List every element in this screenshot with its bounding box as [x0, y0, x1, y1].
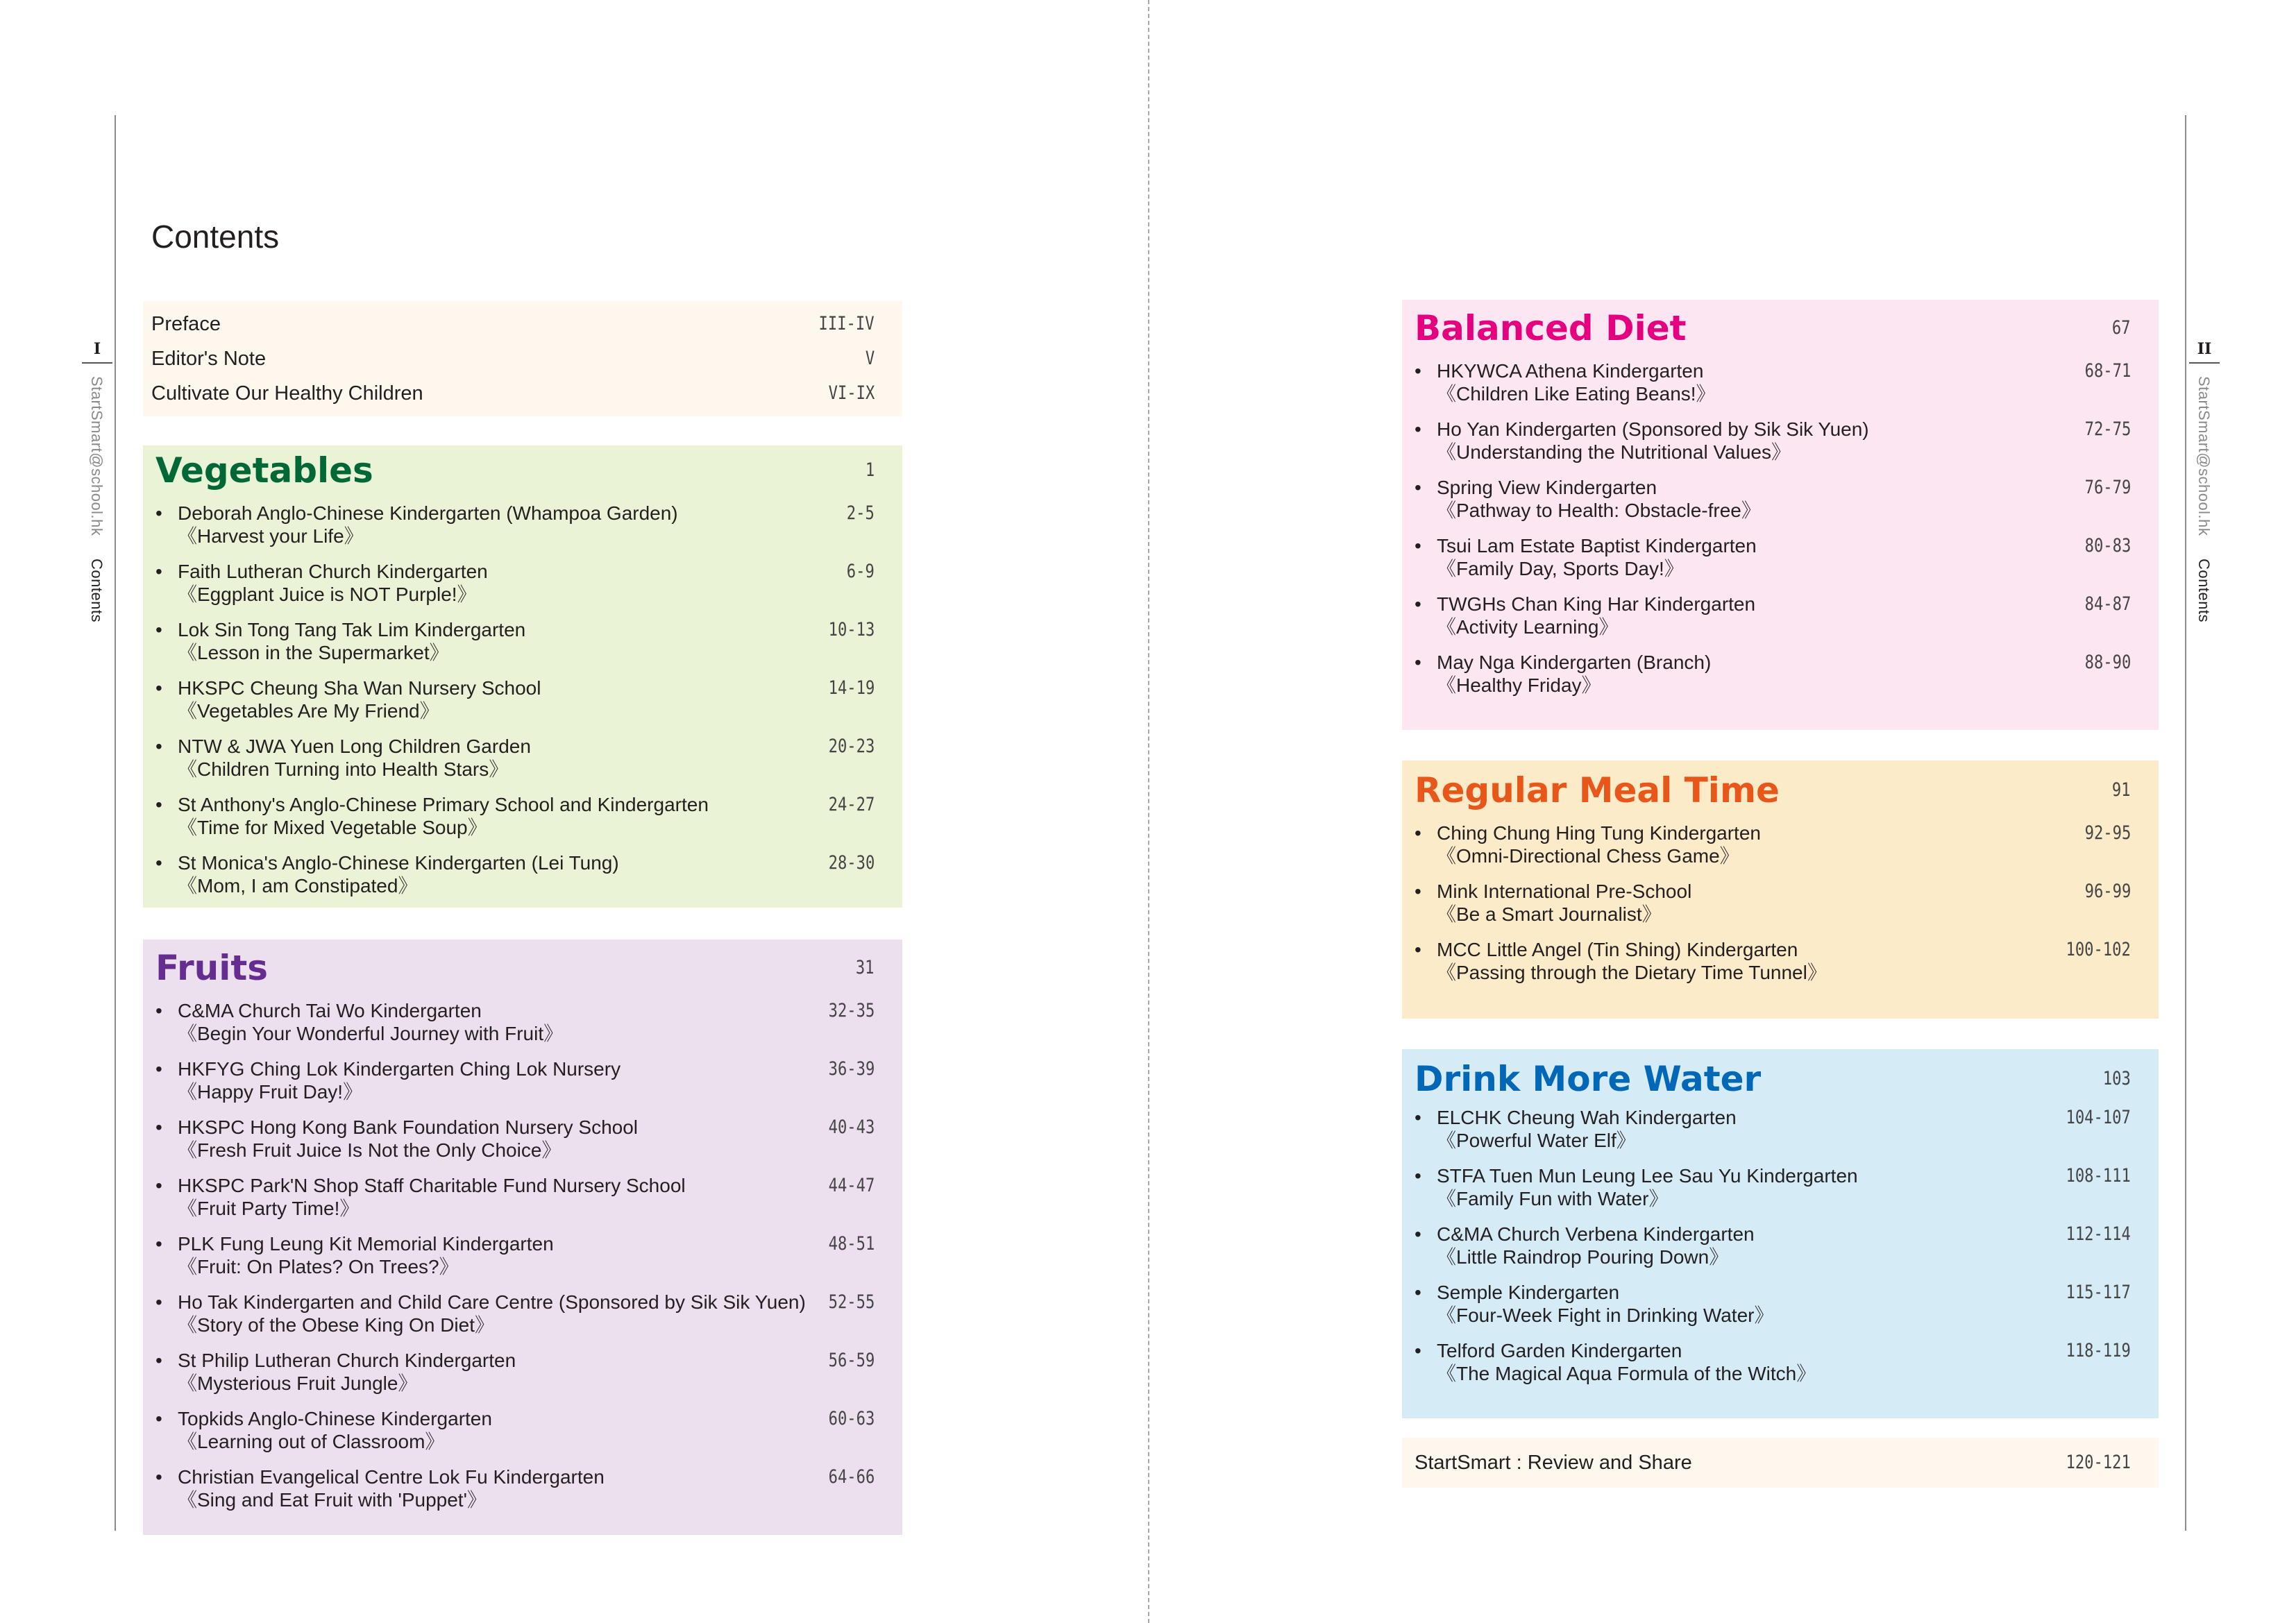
school-name: • PLK Fung Leung Kit Memorial Kindergarten [155, 1233, 554, 1255]
story-title: 《Passing through the Dietary Time Tunnel》 [1437, 962, 1827, 983]
toc-entry[interactable] [146, 1232, 902, 1291]
entry-page: 84-87 [2084, 593, 2131, 615]
section-header[interactable] [146, 944, 902, 992]
section-title-vegetables: Vegetables [155, 450, 373, 491]
entry-page: 104-107 [2066, 1107, 2131, 1128]
story-title: 《Fruit: On Plates? On Trees?》 [178, 1256, 459, 1277]
school-name: • Deborah Anglo-Chinese Kindergarten (Whampoa Garden) [155, 502, 678, 524]
story-title: 《Family Day, Sports Day!》 [1437, 558, 1684, 579]
toc-label: Cultivate Our Healthy Children [151, 382, 423, 405]
toc-page: V [865, 348, 875, 369]
entry-page: 40-43 [828, 1116, 875, 1138]
toc-entry[interactable] [146, 851, 902, 910]
school-name: • Christian Evangelical Centre Lok Fu Kindergarten [155, 1466, 605, 1488]
running-site-right: StartSmart@school.hk [2195, 376, 2213, 536]
toc-entry[interactable] [1405, 1281, 2159, 1339]
school-name: • NTW & JWA Yuen Long Children Garden [155, 736, 531, 757]
story-title: 《Learning out of Classroom》 [178, 1431, 445, 1452]
story-title: 《Children Like Eating Beans!》 [1437, 383, 1716, 405]
running-section-right: Contents [2195, 559, 2213, 623]
toc-entry[interactable] [146, 735, 902, 793]
section-balanced-diet [1402, 300, 2159, 730]
running-head-right [2195, 376, 2213, 622]
toc-entry[interactable] [1405, 1223, 2159, 1281]
toc-row-preface[interactable] [151, 307, 902, 341]
school-name: • Ho Tak Kindergarten and Child Care Centre (Sponsored by Sik Sik Yuen) [155, 1291, 806, 1313]
entry-page: 76-79 [2084, 477, 2131, 498]
section-fruits [143, 940, 902, 1535]
section-title-balanced-diet: Balanced Diet [1415, 308, 1687, 348]
story-title: 《Begin Your Wonderful Journey with Fruit》 [178, 1023, 564, 1044]
story-title: 《Powerful Water Elf》 [1437, 1130, 1636, 1151]
section-header[interactable] [146, 446, 902, 495]
section-header[interactable] [1405, 766, 2159, 815]
section-page: 103 [2102, 1068, 2131, 1089]
toc-entry[interactable] [146, 502, 902, 560]
section-page: 31 [856, 957, 875, 978]
toc-entry[interactable] [146, 1057, 902, 1116]
toc-label: StartSmart : Review and Share [1415, 1452, 1692, 1474]
toc-entry[interactable] [1405, 1106, 2159, 1164]
toc-entry[interactable] [1405, 476, 2159, 534]
toc-entry[interactable] [1405, 1164, 2159, 1223]
entry-page: 2-5 [846, 502, 875, 524]
school-name: • St Philip Lutheran Church Kindergarten [155, 1350, 516, 1371]
school-name: • May Nga Kindergarten (Branch) [1415, 652, 1712, 673]
school-name: • TWGHs Chan King Har Kindergarten [1415, 593, 1756, 615]
school-name: • Ching Chung Hing Tung Kindergarten [1415, 822, 1761, 844]
toc-entry[interactable] [1405, 938, 2159, 996]
school-name: • HKSPC Hong Kong Bank Foundation Nursery School [155, 1116, 639, 1138]
folio-rule-right [2189, 362, 2220, 364]
story-title: 《Children Turning into Health Stars》 [178, 758, 509, 780]
story-title: 《Mom, I am Constipated》 [178, 875, 418, 897]
school-name: • Ho Yan Kindergarten (Sponsored by Sik Sik Yuen) [1415, 418, 1869, 440]
story-title: 《Eggplant Juice is NOT Purple!》 [178, 584, 477, 605]
page-title: Contents [151, 219, 280, 255]
story-title: 《Fruit Party Time!》 [178, 1198, 360, 1219]
toc-entry[interactable] [146, 560, 902, 618]
story-title: 《Vegetables Are My Friend》 [178, 700, 439, 722]
section-header[interactable] [1405, 1055, 2159, 1103]
entry-page: 20-23 [828, 736, 875, 757]
school-name: • C&MA Church Tai Wo Kindergarten [155, 1000, 482, 1021]
folio-rule-left [82, 362, 112, 364]
school-name: • Lok Sin Tong Tang Tak Lim Kindergarten [155, 619, 526, 640]
school-name: • Mink International Pre-School [1415, 881, 1692, 902]
toc-entry[interactable] [146, 793, 902, 851]
toc-entry[interactable] [1405, 534, 2159, 593]
school-name: • Telford Garden Kindergarten [1415, 1340, 1682, 1361]
entry-page: 68-71 [2084, 360, 2131, 382]
entry-page: 108-111 [2066, 1165, 2131, 1187]
story-title: 《Harvest your Life》 [178, 525, 364, 547]
entry-page: 72-75 [2084, 418, 2131, 440]
entry-page: 14-19 [828, 677, 875, 699]
story-title: 《Little Raindrop Pouring Down》 [1437, 1246, 1729, 1268]
running-head-left [87, 376, 105, 622]
story-title: 《The Magical Aqua Formula of the Witch》 [1437, 1363, 1816, 1384]
toc-row-editors-note[interactable] [151, 341, 902, 376]
toc-entry[interactable] [1405, 651, 2159, 709]
school-name: • MCC Little Angel (Tin Shing) Kindergarten [1415, 939, 1798, 960]
entry-page: 64-66 [828, 1466, 875, 1488]
toc-entry[interactable] [146, 1174, 902, 1232]
entry-page: 44-47 [828, 1175, 875, 1196]
toc-entry[interactable] [146, 677, 902, 735]
entry-page: 36-39 [828, 1058, 875, 1080]
story-title: 《Mysterious Fruit Jungle》 [178, 1373, 418, 1394]
story-title: 《Pathway to Health: Obstacle-free》 [1437, 500, 1761, 521]
story-title: 《Story of the Obese King On Diet》 [178, 1314, 494, 1336]
story-title: 《Understanding the Nutritional Values》 [1437, 441, 1791, 463]
toc-page: III-IV [819, 313, 875, 334]
toc-label: Editor's Note [151, 348, 267, 370]
entry-page: 96-99 [2084, 881, 2131, 902]
toc-entry[interactable] [146, 618, 902, 677]
school-name: • HKSPC Park'N Shop Staff Charitable Fund Nursery School [155, 1175, 686, 1196]
entry-page: 28-30 [828, 852, 875, 874]
entry-page: 32-35 [828, 1000, 875, 1021]
story-title: 《Happy Fruit Day!》 [178, 1081, 363, 1103]
review-box [1402, 1438, 2159, 1488]
toc-entry[interactable] [146, 999, 902, 1057]
entry-page: 112-114 [2066, 1223, 2131, 1245]
section-page: 91 [2112, 779, 2131, 801]
story-title: 《Lesson in the Supermarket》 [178, 642, 449, 663]
school-name: • HKYWCA Athena Kindergarten [1415, 360, 1704, 382]
toc-entry[interactable] [146, 1465, 902, 1524]
school-name: • ELCHK Cheung Wah Kindergarten [1415, 1107, 1737, 1128]
story-title: 《Four-Week Fight in Drinking Water》 [1437, 1305, 1774, 1326]
school-name: • Faith Lutheran Church Kindergarten [155, 561, 488, 582]
toc-entry[interactable] [146, 1349, 902, 1407]
toc-page: 120-121 [2066, 1452, 2131, 1473]
intro-box [143, 301, 902, 416]
left-margin-rule [115, 115, 116, 1531]
story-title: 《Fresh Fruit Juice Is Not the Only Choice》 [178, 1139, 562, 1161]
school-name: • Topkids Anglo-Chinese Kindergarten [155, 1408, 492, 1429]
entry-page: 56-59 [828, 1350, 875, 1371]
school-name: • Semple Kindergarten [1415, 1282, 1620, 1303]
running-site-left: StartSmart@school.hk [88, 376, 105, 536]
section-page: 67 [2112, 317, 2131, 339]
section-regular-meal-time [1402, 760, 2159, 1019]
story-title: 《Time for Mixed Vegetable Soup》 [178, 817, 487, 838]
right-margin-rule [2185, 115, 2186, 1531]
story-title: 《Be a Smart Journalist》 [1437, 903, 1662, 925]
running-section-left: Contents [88, 559, 105, 623]
school-name: • St Anthony's Anglo-Chinese Primary School and Kindergarten [155, 794, 709, 815]
school-name: • C&MA Church Verbena Kindergarten [1415, 1223, 1755, 1245]
toc-entry[interactable] [1405, 593, 2159, 651]
page-gutter-divider [1148, 0, 1149, 1623]
section-drink-more-water [1402, 1049, 2159, 1418]
section-title-drink-more-water: Drink More Water [1415, 1059, 1762, 1099]
school-name: • HKSPC Cheung Sha Wan Nursery School [155, 677, 541, 699]
entry-page: 6-9 [846, 561, 875, 582]
section-title-regular-meal-time: Regular Meal Time [1415, 770, 1780, 810]
story-title: 《Activity Learning》 [1437, 616, 1619, 638]
toc-label: Preface [151, 313, 221, 335]
toc-entry[interactable] [146, 1407, 902, 1465]
story-title: 《Omni-Directional Chess Game》 [1437, 845, 1739, 867]
folio-left: I [93, 340, 101, 358]
entry-page: 118-119 [2066, 1340, 2131, 1361]
toc-row-cultivate[interactable] [151, 376, 902, 411]
toc-row-review[interactable] [1415, 1445, 2159, 1480]
toc-page: VI-IX [828, 382, 875, 404]
school-name: • Tsui Lam Estate Baptist Kindergarten [1415, 535, 1757, 556]
toc-entry[interactable] [1405, 822, 2159, 880]
school-name: • St Monica's Anglo-Chinese Kindergarten (Lei Tung) [155, 852, 619, 874]
entry-page: 52-55 [828, 1291, 875, 1313]
section-title-fruits: Fruits [155, 948, 269, 988]
story-title: 《Family Fun with Water》 [1437, 1188, 1669, 1209]
section-page: 1 [865, 459, 875, 481]
toc-entry[interactable] [1405, 1339, 2159, 1397]
school-name: • Spring View Kindergarten [1415, 477, 1657, 498]
toc-entry[interactable] [1405, 880, 2159, 938]
story-title: 《Healthy Friday》 [1437, 674, 1601, 696]
entry-page: 10-13 [828, 619, 875, 640]
entry-page: 88-90 [2084, 652, 2131, 673]
school-name: • STFA Tuen Mun Leung Lee Sau Yu Kindergarten [1415, 1165, 1858, 1187]
entry-page: 115-117 [2066, 1282, 2131, 1303]
school-name: • HKFYG Ching Lok Kindergarten Ching Lok Nursery [155, 1058, 621, 1080]
story-title: 《Sing and Eat Fruit with 'Puppet'》 [178, 1489, 487, 1511]
entry-page: 92-95 [2084, 822, 2131, 844]
toc-entry[interactable] [1405, 418, 2159, 476]
toc-entry[interactable] [1405, 359, 2159, 418]
entry-page: 24-27 [828, 794, 875, 815]
entry-page: 60-63 [828, 1408, 875, 1429]
section-vegetables [143, 445, 902, 908]
entry-page: 100-102 [2066, 939, 2131, 960]
section-header[interactable] [1405, 304, 2159, 352]
toc-entry[interactable] [146, 1116, 902, 1174]
entry-page: 48-51 [828, 1233, 875, 1255]
folio-right: II [2197, 340, 2212, 358]
toc-entry[interactable] [146, 1291, 902, 1349]
entry-page: 80-83 [2084, 535, 2131, 556]
